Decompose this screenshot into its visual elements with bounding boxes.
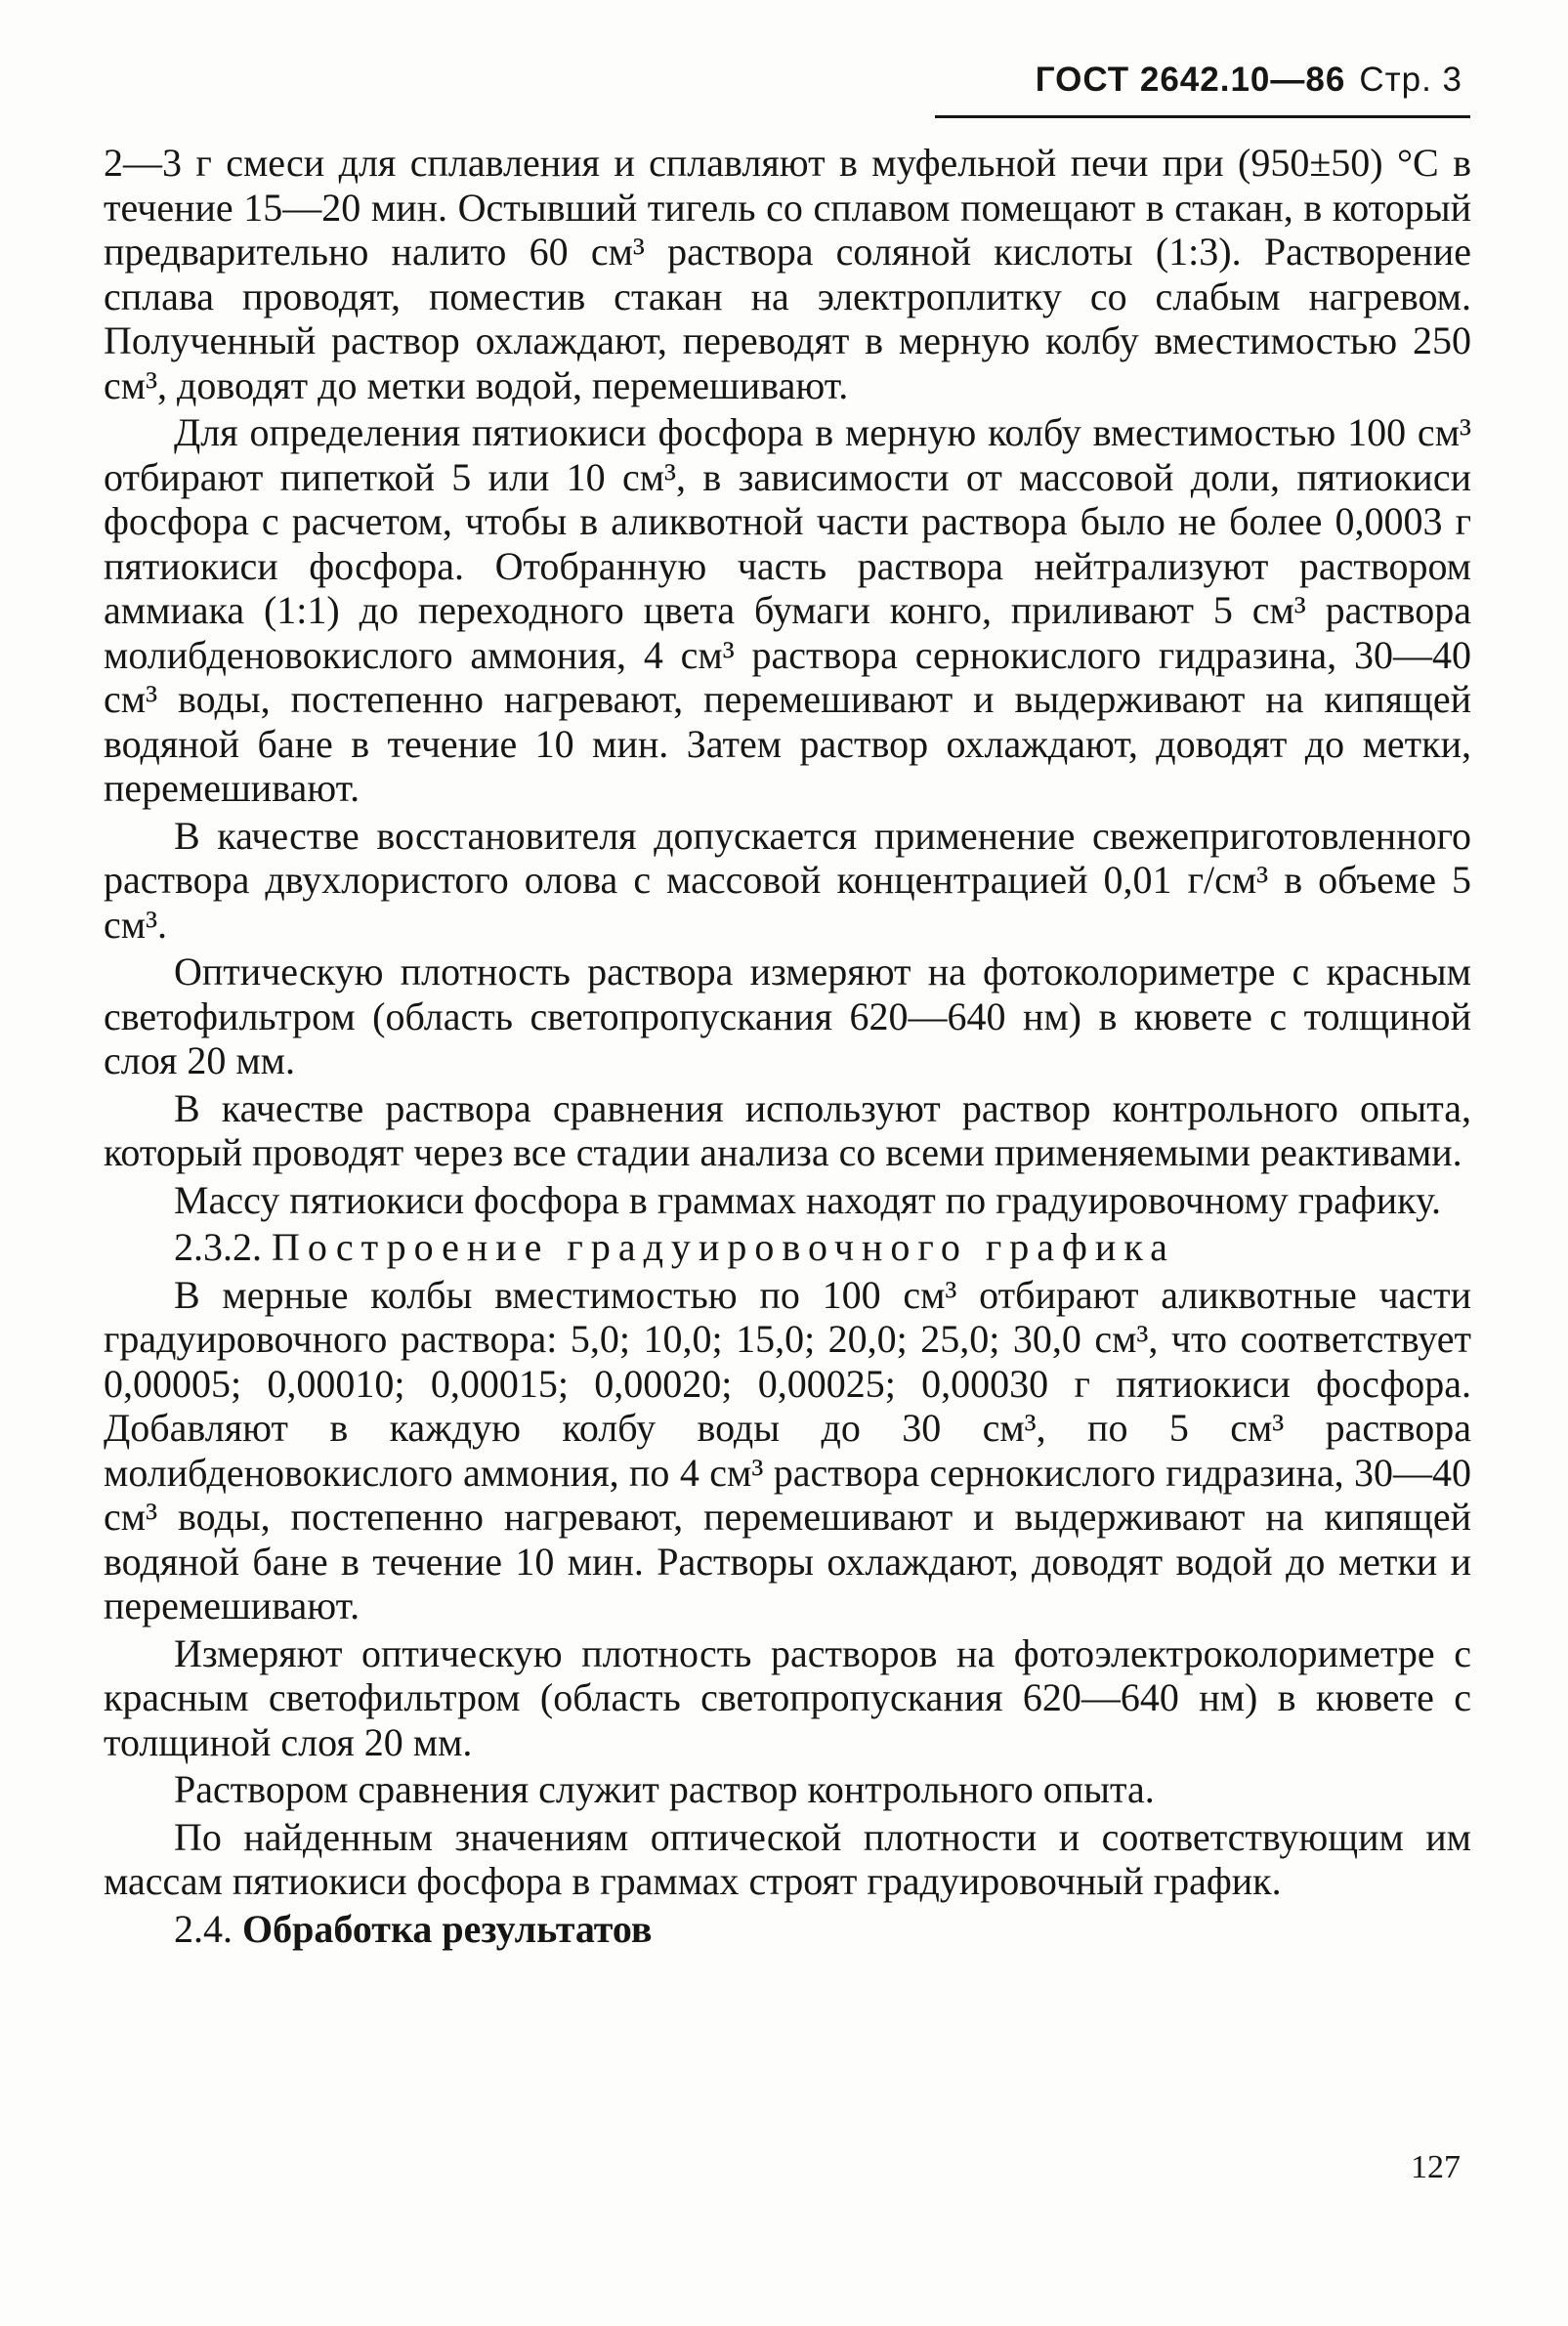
page-number: 127: [1411, 2149, 1461, 2185]
section-number: 2.4.: [174, 1906, 233, 1951]
paragraph: Раствором сравнения служит раствор контрольного опыта.: [174, 1767, 1155, 1811]
paragraph: Измеряют оптическую плотность растворов на фотоэлектроколориметре с красным светофильтром (область светопропускания 620—640 нм) в кювете с толщиной слоя 20 мм.: [104, 1630, 1471, 1764]
paragraph: В мерные колбы вместимостью по 100 см³ отбирают аликвотные части градуировочного раствора: 5,0; 10,0; 15,0; 20,0; 25,0; 30,0 см³, что соответствует 0,00005; 0,00010; 0,00015; 0,00020; 0,00025; 0,00030 г пятиокиси фосфора. Добавляют в каждую колбу воды до 30 см³, по 5 см³ раствора молибденовокислого аммония, по 4 см³ раствора сернокислого гидразина, 30—40 см³ воды, постепенно нагревают, перемешивают и выдерживают на кипящей водяной бане в течение 10 мин. Растворы охлаждают, доводят водой до метки и перемешивают.: [104, 1272, 1471, 1628]
paragraph: Для определения пятиокиси фосфора в мерную колбу вместимостью 100 см³ отбирают пипеткой 5 или 10 см³, в зависимости от массовой доли, пятиокиси фосфора с расчетом, чтобы в аликвотной части раствора было не более 0,0003 г пятиокиси фосфора. Отобранную часть раствора нейтрализуют раствором аммиака (1:1) до переходного цвета бумаги конго, приливают 5 см³ раствора молибденовокислого аммония, 4 см³ раствора сернокислого гидразина, 30—40 см³ воды, постепенно нагревают, перемешивают и выдерживают на кипящей водяной бане в течение 10 мин. Затем раствор охлаждают, доводят до метки, перемешивают.: [104, 410, 1471, 810]
page-label: Стр. 3: [1359, 61, 1462, 99]
paragraph: По найденным значениям оптической плотности и соответствующим им массам пятиокиси фосфора в граммах строят градуировочный график.: [104, 1814, 1471, 1903]
paragraph: Массу пятиокиси фосфора в граммах находят по градуировочному графику.: [174, 1177, 1442, 1222]
section-heading-2-3-2: [104, 1225, 1471, 1270]
paragraph: В качестве раствора сравнения используют раствор контрольного опыта, который проводят через все стадии анализа со всеми применяемыми реактивами.: [104, 1085, 1471, 1174]
section-number: 2.3.2.: [174, 1225, 262, 1269]
document-body: [104, 141, 1471, 1951]
section-title: Построение градуировочного графика: [272, 1225, 1175, 1269]
paragraph: В качестве восстановителя допускается применение свежеприготовленного раствора двухлористого олова с массовой концентрацией 0,01 г/см³ в объеме 5 см³.: [104, 813, 1471, 947]
paragraph: 2—3 г смеси для сплавления и сплавляют в муфельной печи при (950±50) °С в течение 15—20 мин. Остывший тигель со сплавом помещают в стакан, в который предварительно налито 60 см³ раствора соляной кислоты (1:3). Растворение сплава проводят, поместив стакан на электроплитку со слабым нагревом. Полученный раствор охлаждают, переводят в мерную колбу вместимостью 250 см³, доводят до метки водой, перемешивают.: [104, 141, 1471, 407]
section-heading-2-4: [104, 1907, 1471, 1952]
document-code: ГОСТ 2642.10—86: [1035, 61, 1346, 99]
header-rule: [935, 115, 1470, 118]
section-title: Обработка результатов: [242, 1906, 653, 1951]
paragraph: Оптическую плотность раствора измеряют на фотоколориметре с красным светофильтром (область светопропускания 620—640 нм) в кювете с толщиной слоя 20 мм.: [104, 950, 1471, 1082]
page-header: [1036, 61, 1462, 100]
